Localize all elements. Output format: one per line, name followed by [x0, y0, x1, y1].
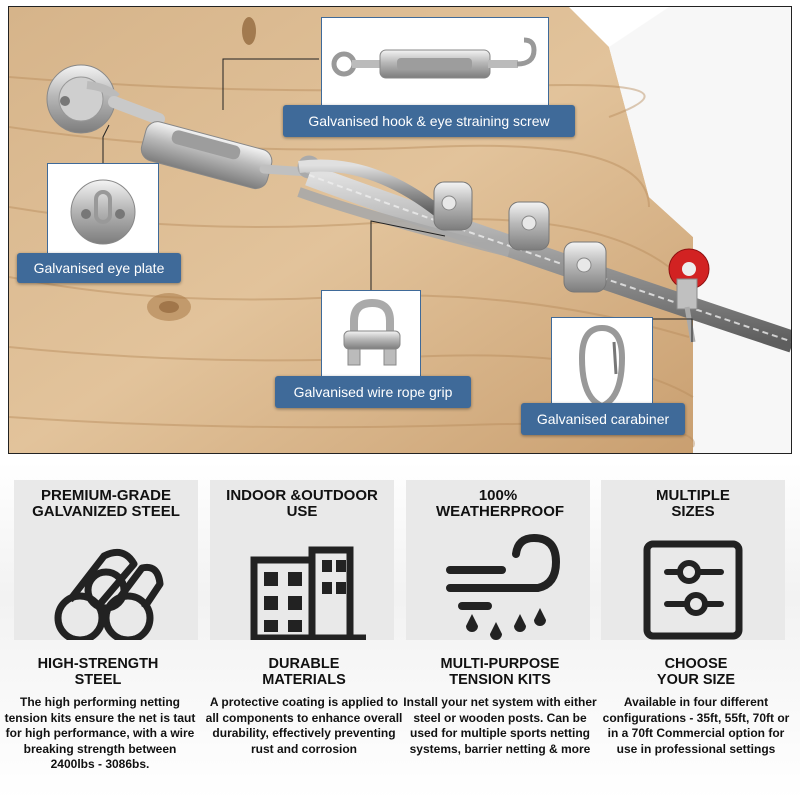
feature-panel-weatherproof — [406, 480, 590, 640]
feature-panel-indoor-outdoor — [210, 480, 394, 640]
feature-description-durable: A protective coating is applied to all components to enhance overall durability, effectively preventing rust and corrosion — [205, 695, 403, 756]
feature-title: MULTIPLE SIZES — [656, 487, 730, 520]
feature-title: PREMIUM-GRADE GALVANIZED STEEL — [32, 487, 180, 520]
feature-title: 100% WEATHERPROOF — [436, 487, 565, 520]
carabiner-label: Galvanised carabiner — [521, 403, 685, 435]
feature-heading-multipurpose: MULTI-PURPOSE TENSION KITS — [440, 656, 560, 688]
feature-heading-size: CHOOSE YOUR SIZE — [656, 656, 736, 688]
eye-plate-thumbnail — [47, 163, 159, 261]
wind-rain-icon — [406, 480, 590, 640]
feature-panel-steel — [14, 480, 198, 640]
eye-plate-icon — [48, 164, 158, 260]
buildings-icon — [210, 480, 394, 640]
feature-heading-steel: HIGH-STRENGTH STEEL — [37, 656, 159, 688]
feature-heading-durable: DURABLE MATERIALS — [262, 656, 346, 688]
sliders-icon — [601, 480, 785, 640]
steel-pipes-icon — [14, 480, 198, 640]
straining-screw-icon — [322, 18, 548, 110]
product-photo — [8, 6, 792, 454]
carabiner-thumbnail — [551, 317, 653, 417]
feature-description-size: Available in four different configurations - 35ft, 55ft, 70ft or in a 70ft Commercial option for use in professional settings — [602, 695, 790, 756]
feature-description-steel: The high performing netting tension kits ensure the net is taut for high performance, with a wire breaking strength between 2400lbs - 3086bs. — [4, 695, 196, 771]
feature-description-multipurpose: Install your net system with either steel or wooden posts. Can be used for multiple sports netting systems, barrier netting & more — [403, 695, 597, 756]
carabiner-icon — [552, 318, 652, 416]
feature-panel-sizes — [601, 480, 785, 640]
feature-title: INDOOR &OUTDOOR USE — [226, 487, 378, 520]
straining-screw-thumbnail — [321, 17, 549, 111]
rope-grip-thumbnail — [321, 290, 421, 380]
rope-grip-icon — [322, 291, 420, 379]
rope-grip-label: Galvanised wire rope grip — [275, 376, 471, 408]
features-section — [0, 462, 800, 800]
straining-screw-label: Galvanised hook & eye straining screw — [283, 105, 575, 137]
eye-plate-label: Galvanised eye plate — [17, 253, 181, 283]
